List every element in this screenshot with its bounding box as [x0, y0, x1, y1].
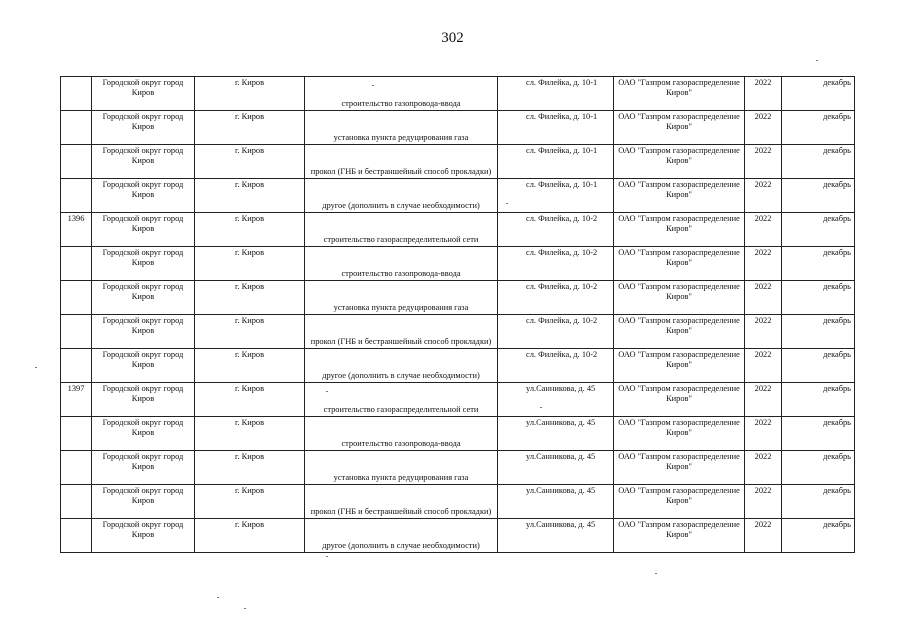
- table-row: [61, 451, 855, 485]
- work-type-cell: [305, 247, 498, 281]
- municipality-cell-text: Городской округ город Киров: [102, 384, 184, 403]
- locality-cell: [195, 77, 305, 111]
- table-row: [61, 417, 855, 451]
- year-cell: [745, 417, 782, 451]
- municipality-cell: [92, 247, 195, 281]
- locality-cell: [195, 519, 305, 553]
- locality-cell-text: г. Киров: [235, 214, 265, 223]
- work-type-cell: [305, 145, 498, 179]
- work-type-cell-text: строительство газораспределительной сети: [323, 405, 479, 414]
- row-number: [61, 519, 92, 553]
- month-cell-text: декабрь: [823, 180, 851, 189]
- organization-cell: [614, 519, 745, 553]
- table-row: [61, 485, 855, 519]
- month-cell-text: декабрь: [823, 282, 851, 291]
- table-row: [61, 145, 855, 179]
- year-cell-text: 2022: [754, 78, 772, 87]
- organization-cell: [614, 315, 745, 349]
- month-cell-text: декабрь: [823, 248, 851, 257]
- scan-speck: [816, 60, 818, 61]
- year-cell: [745, 315, 782, 349]
- locality-cell: [195, 111, 305, 145]
- address-cell: [498, 145, 614, 179]
- month-cell: [782, 247, 855, 281]
- row-number-text: 1396: [67, 214, 85, 223]
- municipality-cell: [92, 349, 195, 383]
- organization-cell-text: ОАО "Газпром газораспределение Киров": [618, 384, 740, 403]
- work-type-cell: [305, 451, 498, 485]
- work-type-cell: [305, 213, 498, 247]
- scan-speck: [372, 85, 374, 86]
- municipality-cell: [92, 519, 195, 553]
- year-cell-text: 2022: [754, 146, 772, 155]
- address-cell: [498, 451, 614, 485]
- table-row: [61, 77, 855, 111]
- year-cell: [745, 213, 782, 247]
- work-type-cell-text: другое (дополнить в случае необходимости): [322, 541, 480, 550]
- month-cell: [782, 451, 855, 485]
- municipality-cell-text: Городской округ город Киров: [102, 452, 184, 471]
- organization-cell-text: ОАО "Газпром газораспределение Киров": [618, 316, 740, 335]
- municipality-cell-text: Городской округ город Киров: [102, 78, 184, 97]
- month-cell: [782, 213, 855, 247]
- address-cell-text: ул.Санникова, д. 45: [526, 452, 596, 461]
- work-type-cell: [305, 315, 498, 349]
- year-cell: [745, 383, 782, 417]
- organization-cell: [614, 77, 745, 111]
- year-cell-text: 2022: [754, 418, 772, 427]
- municipality-cell: [92, 145, 195, 179]
- address-cell: [498, 179, 614, 213]
- work-type-cell: [305, 485, 498, 519]
- scan-speck: [540, 407, 542, 408]
- work-type-cell-text: установка пункта редуцирования газа: [333, 133, 469, 142]
- year-cell-text: 2022: [754, 316, 772, 325]
- year-cell-text: 2022: [754, 486, 772, 495]
- locality-cell-text: г. Киров: [235, 316, 265, 325]
- year-cell-text: 2022: [754, 350, 772, 359]
- month-cell: [782, 383, 855, 417]
- address-cell-text: ул.Санникова, д. 45: [526, 418, 596, 427]
- year-cell: [745, 77, 782, 111]
- month-cell: [782, 111, 855, 145]
- scan-speck: [655, 573, 657, 574]
- organization-cell-text: ОАО "Газпром газораспределение Киров": [618, 78, 740, 97]
- municipality-cell-text: Городской округ город Киров: [102, 350, 184, 369]
- organization-cell: [614, 213, 745, 247]
- work-type-cell-text: другое (дополнить в случае необходимости): [322, 201, 480, 210]
- scan-speck: [244, 608, 246, 609]
- organization-cell: [614, 179, 745, 213]
- work-type-cell-text: прокол (ГНБ и бестраншейный способ прокладки): [310, 167, 492, 176]
- locality-cell-text: г. Киров: [235, 282, 265, 291]
- locality-cell: [195, 247, 305, 281]
- scan-speck: [217, 597, 219, 598]
- year-cell-text: 2022: [754, 214, 772, 223]
- work-type-cell-text: установка пункта редуцирования газа: [333, 473, 469, 482]
- address-cell-text: сл. Филейка, д. 10-1: [526, 78, 598, 87]
- address-cell: [498, 383, 614, 417]
- year-cell: [745, 349, 782, 383]
- municipality-cell: [92, 111, 195, 145]
- row-number: [61, 77, 92, 111]
- year-cell-text: 2022: [754, 520, 772, 529]
- organization-cell-text: ОАО "Газпром газораспределение Киров": [618, 248, 740, 267]
- address-cell: [498, 519, 614, 553]
- organization-cell-text: ОАО "Газпром газораспределение Киров": [618, 452, 740, 471]
- locality-cell-text: г. Киров: [235, 384, 265, 393]
- locality-cell: [195, 179, 305, 213]
- year-cell-text: 2022: [754, 112, 772, 121]
- locality-cell-text: г. Киров: [235, 452, 265, 461]
- locality-cell-text: г. Киров: [235, 248, 265, 257]
- organization-cell: [614, 349, 745, 383]
- organization-cell: [614, 451, 745, 485]
- month-cell-text: декабрь: [823, 112, 851, 121]
- work-type-cell: [305, 349, 498, 383]
- month-cell-text: декабрь: [823, 452, 851, 461]
- row-number: [61, 383, 92, 417]
- address-cell: [498, 213, 614, 247]
- locality-cell-text: г. Киров: [235, 520, 265, 529]
- municipality-cell-text: Городской округ город Киров: [102, 248, 184, 267]
- locality-cell: [195, 145, 305, 179]
- month-cell: [782, 145, 855, 179]
- address-cell: [498, 417, 614, 451]
- work-type-cell-text: прокол (ГНБ и бестраншейный способ прокладки): [310, 507, 492, 516]
- scan-speck: [326, 556, 328, 557]
- locality-cell-text: г. Киров: [235, 350, 265, 359]
- work-type-cell: [305, 77, 498, 111]
- row-number: [61, 179, 92, 213]
- work-type-cell-text: другое (дополнить в случае необходимости): [322, 371, 480, 380]
- month-cell: [782, 485, 855, 519]
- year-cell: [745, 451, 782, 485]
- table-row: [61, 315, 855, 349]
- month-cell: [782, 417, 855, 451]
- organization-cell-text: ОАО "Газпром газораспределение Киров": [618, 350, 740, 369]
- table-row: [61, 179, 855, 213]
- address-cell: [498, 485, 614, 519]
- year-cell: [745, 519, 782, 553]
- work-type-cell: [305, 179, 498, 213]
- work-type-cell: [305, 383, 498, 417]
- address-cell: [498, 77, 614, 111]
- year-cell: [745, 485, 782, 519]
- table-row: [61, 383, 855, 417]
- locality-cell: [195, 349, 305, 383]
- municipality-cell-text: Городской округ город Киров: [102, 418, 184, 437]
- month-cell: [782, 315, 855, 349]
- row-number: [61, 485, 92, 519]
- row-number-text: 1397: [67, 384, 85, 393]
- row-number: [61, 315, 92, 349]
- address-cell-text: сл. Филейка, д. 10-1: [526, 112, 598, 121]
- municipality-cell: [92, 383, 195, 417]
- municipality-cell-text: Городской округ город Киров: [102, 214, 184, 233]
- year-cell: [745, 145, 782, 179]
- locality-cell: [195, 485, 305, 519]
- work-type-cell: [305, 281, 498, 315]
- month-cell-text: декабрь: [823, 520, 851, 529]
- locality-cell: [195, 383, 305, 417]
- municipality-cell: [92, 281, 195, 315]
- table-row: [61, 281, 855, 315]
- table-row: [61, 519, 855, 553]
- organization-cell-text: ОАО "Газпром газораспределение Киров": [618, 486, 740, 505]
- month-cell: [782, 349, 855, 383]
- address-cell-text: сл. Филейка, д. 10-1: [526, 180, 598, 189]
- municipality-cell-text: Городской округ город Киров: [102, 316, 184, 335]
- address-cell-text: сл. Филейка, д. 10-2: [526, 248, 598, 257]
- address-cell: [498, 247, 614, 281]
- organization-cell: [614, 417, 745, 451]
- month-cell-text: декабрь: [823, 78, 851, 87]
- month-cell: [782, 179, 855, 213]
- work-type-cell-text: строительство газопровода-ввода: [341, 269, 461, 278]
- municipality-cell-text: Городской округ город Киров: [102, 520, 184, 539]
- year-cell: [745, 179, 782, 213]
- row-number: [61, 281, 92, 315]
- municipality-cell-text: Городской округ город Киров: [102, 486, 184, 505]
- organization-cell: [614, 485, 745, 519]
- table-row: [61, 213, 855, 247]
- organization-cell-text: ОАО "Газпром газораспределение Киров": [618, 282, 740, 301]
- municipality-cell: [92, 451, 195, 485]
- municipality-cell-text: Городской округ город Киров: [102, 146, 184, 165]
- row-number: [61, 451, 92, 485]
- month-cell-text: декабрь: [823, 214, 851, 223]
- year-cell-text: 2022: [754, 180, 772, 189]
- address-cell-text: сл. Филейка, д. 10-2: [526, 214, 598, 223]
- scan-speck: [326, 391, 328, 392]
- organization-cell: [614, 145, 745, 179]
- row-number: [61, 247, 92, 281]
- work-type-cell-text: прокол (ГНБ и бестраншейный способ прокладки): [310, 337, 492, 346]
- address-cell: [498, 315, 614, 349]
- work-type-cell-text: строительство газораспределительной сети: [323, 235, 479, 244]
- address-cell-text: ул.Санникова, д. 45: [526, 486, 596, 495]
- row-number: [61, 145, 92, 179]
- year-cell: [745, 281, 782, 315]
- locality-cell-text: г. Киров: [235, 112, 265, 121]
- locality-cell-text: г. Киров: [235, 78, 265, 87]
- organization-cell-text: ОАО "Газпром газораспределение Киров": [618, 180, 740, 199]
- organization-cell-text: ОАО "Газпром газораспределение Киров": [618, 112, 740, 131]
- year-cell-text: 2022: [754, 384, 772, 393]
- address-cell: [498, 111, 614, 145]
- address-cell-text: сл. Филейка, д. 10-2: [526, 350, 598, 359]
- month-cell: [782, 519, 855, 553]
- row-number: [61, 417, 92, 451]
- year-cell: [745, 111, 782, 145]
- table-row: [61, 111, 855, 145]
- year-cell-text: 2022: [754, 248, 772, 257]
- work-type-cell: [305, 111, 498, 145]
- locality-cell: [195, 281, 305, 315]
- month-cell: [782, 281, 855, 315]
- month-cell-text: декабрь: [823, 316, 851, 325]
- municipality-cell: [92, 315, 195, 349]
- month-cell-text: декабрь: [823, 384, 851, 393]
- organization-cell-text: ОАО "Газпром газораспределение Киров": [618, 520, 740, 539]
- organization-cell-text: ОАО "Газпром газораспределение Киров": [618, 418, 740, 437]
- municipality-cell: [92, 179, 195, 213]
- year-cell: [745, 247, 782, 281]
- table-row: [61, 247, 855, 281]
- organization-cell: [614, 281, 745, 315]
- work-type-cell: [305, 417, 498, 451]
- locality-cell: [195, 315, 305, 349]
- locality-cell: [195, 213, 305, 247]
- month-cell: [782, 77, 855, 111]
- organization-cell-text: ОАО "Газпром газораспределение Киров": [618, 146, 740, 165]
- organization-cell: [614, 383, 745, 417]
- address-cell-text: сл. Филейка, д. 10-2: [526, 316, 598, 325]
- municipality-cell: [92, 213, 195, 247]
- municipality-cell-text: Городской округ город Киров: [102, 282, 184, 301]
- table-row: [61, 349, 855, 383]
- gasification-schedule-table: [60, 76, 855, 553]
- page-number: 302: [441, 30, 464, 46]
- year-cell-text: 2022: [754, 452, 772, 461]
- scan-speck: [35, 367, 37, 368]
- month-cell-text: декабрь: [823, 486, 851, 495]
- municipality-cell: [92, 77, 195, 111]
- address-cell-text: ул.Санникова, д. 45: [526, 384, 596, 393]
- municipality-cell: [92, 417, 195, 451]
- locality-cell: [195, 451, 305, 485]
- locality-cell-text: г. Киров: [235, 418, 265, 427]
- municipality-cell: [92, 485, 195, 519]
- address-cell: [498, 281, 614, 315]
- address-cell-text: сл. Филейка, д. 10-1: [526, 146, 598, 155]
- row-number: [61, 111, 92, 145]
- row-number: [61, 213, 92, 247]
- work-type-cell-text: установка пункта редуцирования газа: [333, 303, 469, 312]
- locality-cell-text: г. Киров: [235, 486, 265, 495]
- locality-cell-text: г. Киров: [235, 180, 265, 189]
- organization-cell-text: ОАО "Газпром газораспределение Киров": [618, 214, 740, 233]
- scan-speck: [506, 203, 508, 204]
- municipality-cell-text: Городской округ город Киров: [102, 180, 184, 199]
- work-type-cell-text: строительство газопровода-ввода: [341, 99, 461, 108]
- address-cell: [498, 349, 614, 383]
- address-cell-text: сл. Филейка, д. 10-2: [526, 282, 598, 291]
- organization-cell: [614, 247, 745, 281]
- work-type-cell: [305, 519, 498, 553]
- month-cell-text: декабрь: [823, 350, 851, 359]
- organization-cell: [614, 111, 745, 145]
- month-cell-text: декабрь: [823, 418, 851, 427]
- locality-cell: [195, 417, 305, 451]
- year-cell-text: 2022: [754, 282, 772, 291]
- locality-cell-text: г. Киров: [235, 146, 265, 155]
- month-cell-text: декабрь: [823, 146, 851, 155]
- work-type-cell-text: строительство газопровода-ввода: [341, 439, 461, 448]
- row-number: [61, 349, 92, 383]
- municipality-cell-text: Городской округ город Киров: [102, 112, 184, 131]
- address-cell-text: ул.Санникова, д. 45: [526, 520, 596, 529]
